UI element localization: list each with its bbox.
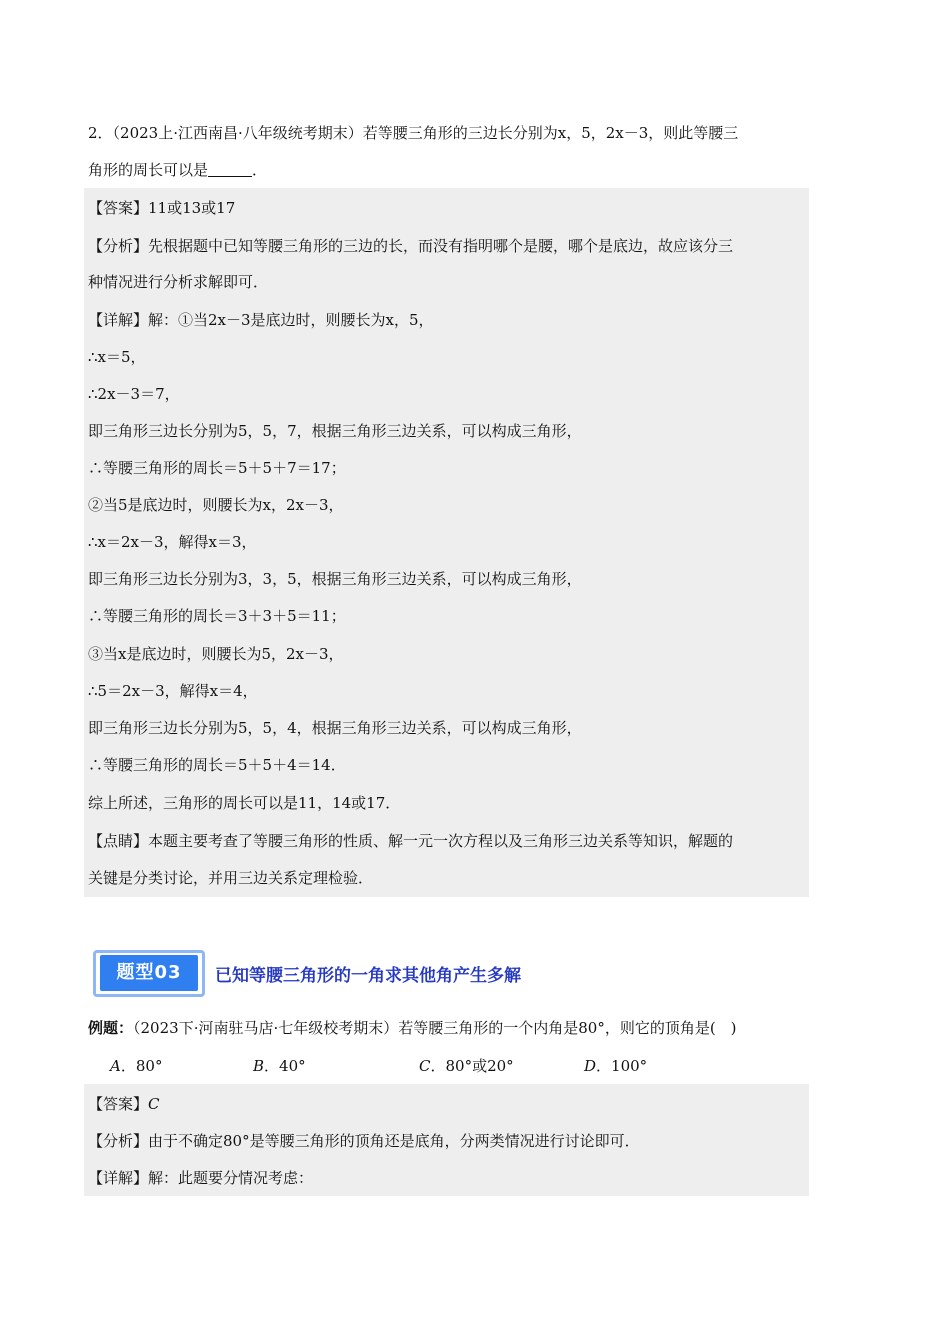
option-b: B．40° [253, 1057, 306, 1075]
detail-line: 【详解】解：①当2x－3是底边时，则腰长为x，5， [88, 311, 434, 329]
example-detail-line: 【详解】解：此题要分情况考虑： [88, 1169, 314, 1187]
option-d: D．100° [584, 1057, 648, 1075]
example-answer-value: C [148, 1095, 160, 1113]
problem-statement-line-1: 2．（2023上·江西南昌·八年级统考期末）若等腰三角形的三边长分别为x，5，2x－3，则此等腰三 [88, 124, 739, 142]
option-text: 80° [135, 1057, 163, 1075]
detail-line: 即三角形三边长分别为5，5，4，根据三角形三边关系，可以构成三角形， [88, 719, 582, 737]
comment-line-1: 【点睛】本题主要考查了等腰三角形的性质、解一元一次方程以及三角形三边关系等知识，解题的 [88, 832, 734, 850]
detail-line: 即三角形三边长分别为3，3，5，根据三角形三边关系，可以构成三角形， [88, 570, 582, 588]
option-key: D [584, 1057, 597, 1075]
option-text: 80°或20° [445, 1057, 514, 1075]
detail-line: ∴等腰三角形的周长＝5＋5＋4＝14． [88, 756, 346, 774]
option-text: 40° [279, 1057, 306, 1075]
detail-line: ∴x＝2x－3，解得x＝3， [88, 533, 257, 551]
detail-line: ③当x是底边时，则腰长为5，2x－3， [88, 645, 344, 663]
section-heading [93, 950, 593, 1000]
option-a: A．80° [110, 1057, 163, 1075]
problem-statement-line-2 [88, 160, 267, 180]
detail-line: ②当5是底边时，则腰长为x，2x－3， [88, 496, 344, 514]
option-text: 100° [611, 1057, 648, 1075]
section-title: 已知等腰三角形的一角求其他角产生多解 [215, 966, 521, 986]
answer-blank [208, 160, 252, 177]
conclusion-line: 综上所述，三角形的周长可以是11，14或17． [88, 794, 401, 812]
comment-line-2: 关键是分类讨论，并用三边关系定理检验． [88, 869, 374, 887]
detail-line: ∴x＝5， [88, 348, 146, 366]
example-text: （2023下·河南驻马店·七年级校考期末）若等腰三角形的一个内角是80°，则它的顶角是( ) [133, 1019, 737, 1037]
option-key: C [419, 1057, 431, 1075]
example-answer-label: 【答案】 [88, 1095, 149, 1113]
option-key: B [253, 1057, 265, 1075]
option-key: A [110, 1057, 121, 1075]
problem-statement-end: ． [252, 161, 268, 179]
answer-line: 【答案】11或13或17 [88, 199, 236, 217]
analysis-line-1: 【分析】先根据题中已知等腰三角形的三边的长，而没有指明哪个是腰，哪个是底边，故应该分三 [88, 237, 734, 255]
section-badge: 题型03 [100, 955, 198, 991]
example-statement [88, 1018, 737, 1038]
detail-line: ∴5＝2x－3，解得x＝4， [88, 682, 258, 700]
detail-line: ∴2x－3＝7， [88, 385, 180, 403]
detail-line: ∴等腰三角形的周长＝3＋3＋5＝11； [88, 607, 346, 625]
option-c: C．80°或20° [419, 1057, 514, 1075]
problem-statement-text: 角形的周长可以是 [88, 161, 209, 179]
example-answer-line [88, 1094, 160, 1114]
example-label: 例题： [88, 1019, 134, 1037]
detail-line: 即三角形三边长分别为5，5，7，根据三角形三边关系，可以构成三角形， [88, 422, 582, 440]
example-analysis-line: 【分析】由于不确定80°是等腰三角形的顶角还是底角，分两类情况进行讨论即可． [88, 1132, 640, 1150]
analysis-line-2: 种情况进行分析求解即可． [88, 273, 269, 291]
detail-line: ∴等腰三角形的周长＝5＋5＋7＝17； [88, 459, 346, 477]
